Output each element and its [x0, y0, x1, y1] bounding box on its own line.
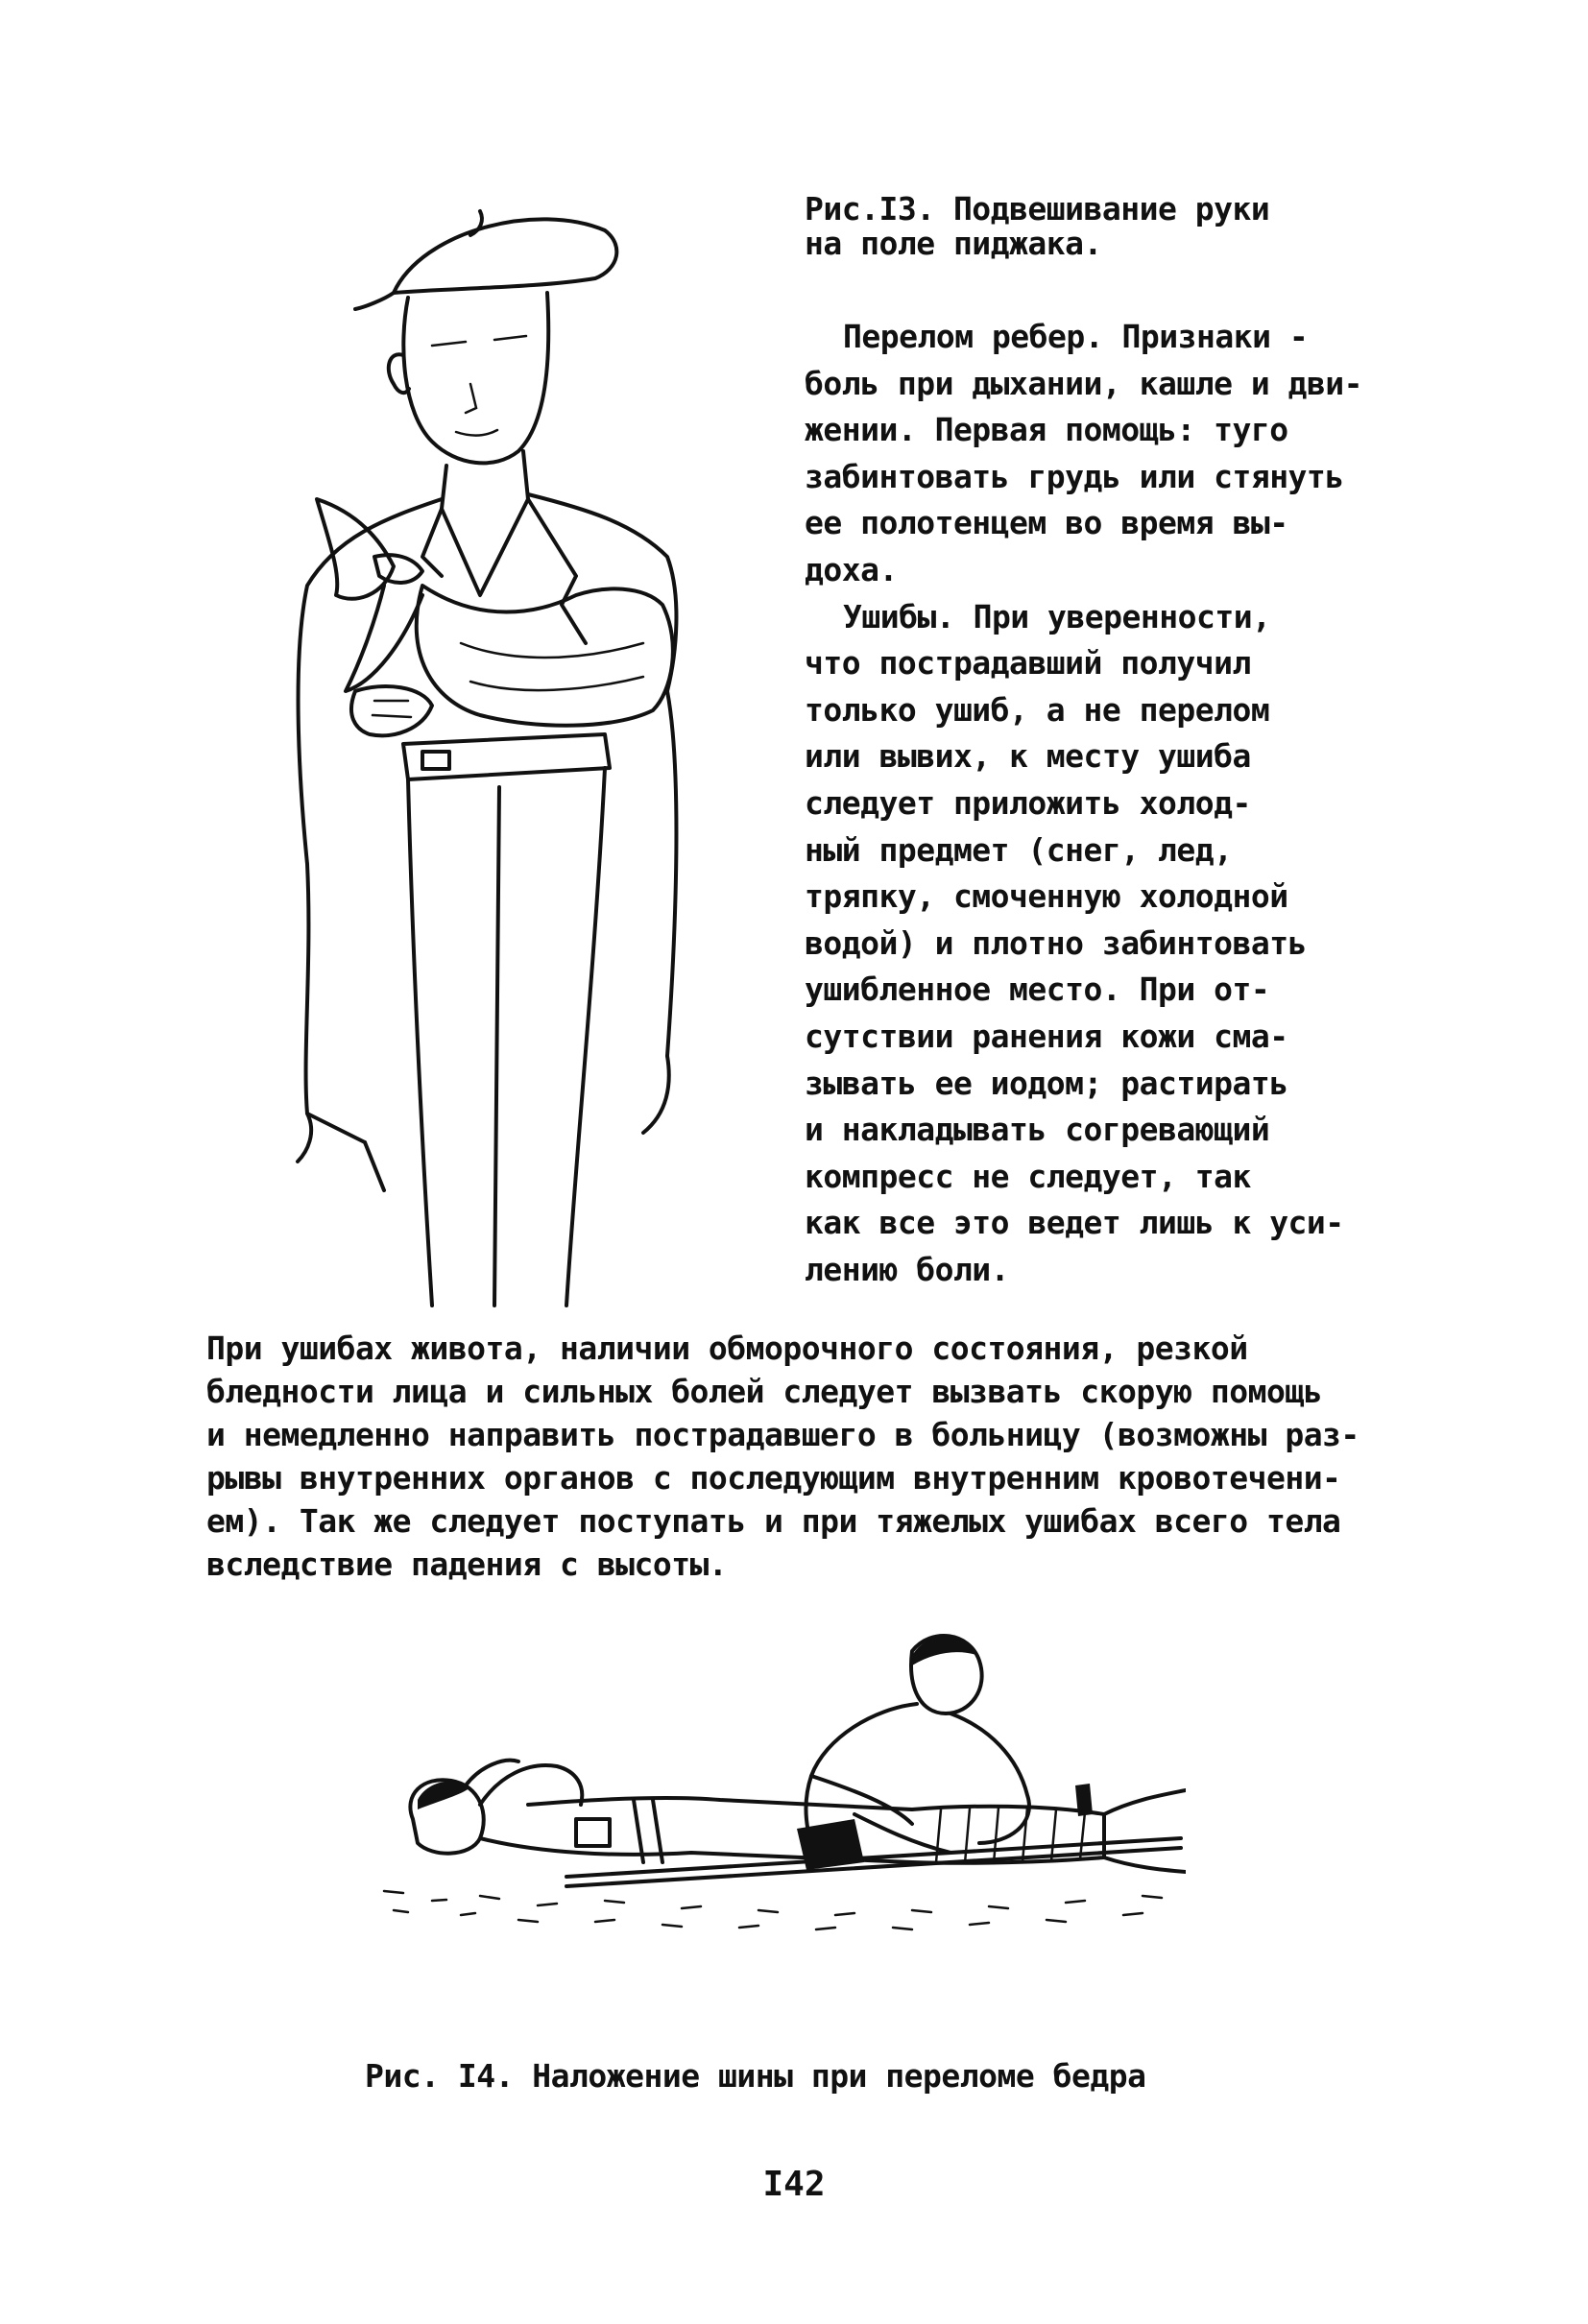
side-text-block — [805, 314, 1400, 1293]
figure-14-illustration — [374, 1622, 1186, 1939]
paragraph-abdominal-bruises: При ушибах живота, наличии обморочного состояния, резкой бледности лица и сильных болей следует вызвать скорую помощь и немедленно направить пострадавшего в больницу (возможны раз- рывы внутренних органов с последующим внутренним кровотечени- ем). Так же следует поступать и при тяжелых ушибах всего тела вследствие падения с высоты. — [206, 1330, 1359, 1583]
figure-13-caption: Рис.I3. Подвешивание руки на поле пиджака. — [805, 190, 1270, 262]
page-number: I42 — [762, 2165, 826, 2204]
man-with-arm-sling-drawing — [288, 192, 768, 1315]
paragraph-bruises: Ушибы. При уверенности, что пострадавший получил только ушиб, а не перелом или вывих, к месту ушиба следует приложить холод- ный предмет (снег, лед, тряпку, смоченную холодной водой) и плотно забинтовать ушибленное место. При от- сутствии ранения кожи сма- зывать ее иодом; растирать и накладывать согревающий компресс не следует, так как все это ведет лишь к уси- лению боли. — [805, 597, 1344, 1288]
splint-application-drawing — [374, 1622, 1186, 1939]
figure-13-illustration — [288, 192, 768, 1315]
figure-14-caption: Рис. I4. Наложение шины при переломе бедра — [365, 2057, 1146, 2095]
paragraph-rib-fracture: Перелом ребер. Признаки - боль при дыхании, кашле и дви- жении. Первая помощь: туго забинтовать грудь или стянуть ее полотенцем во время вы- доха. — [805, 318, 1363, 588]
